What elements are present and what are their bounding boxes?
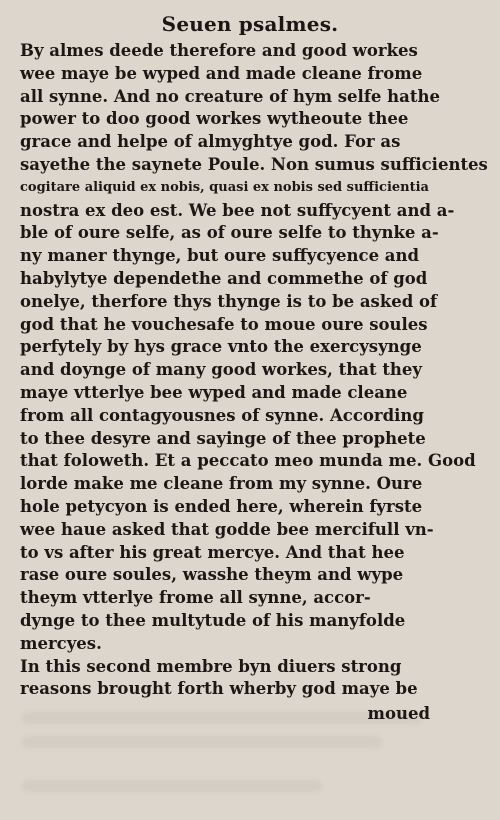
- text-line: mercyes.: [20, 633, 102, 653]
- text-line: sayethe the saynete Poule. Non sumus sufficientes: [20, 154, 488, 174]
- running-head: Seuen psalmes.: [161, 12, 339, 36]
- text-line: lorde make me cleane from my synne. Oure: [20, 474, 423, 494]
- text-line: that foloweth. Et a peccato meo munda me. Good: [20, 451, 476, 471]
- text-line: grace and helpe of almyghtye god. For as: [20, 132, 401, 152]
- text-line: from all contagyousnes of synne. According: [20, 405, 424, 425]
- text-line: nostra ex deo est. We bee not suffycyent and a-: [20, 200, 455, 220]
- show-through-shadow: [22, 736, 382, 748]
- text-line: to vs after his great mercye. And that hee: [20, 542, 405, 562]
- text-line: maye vtterlye bee wyped and made cleane: [20, 382, 408, 402]
- text-line: and doynge of many good workes, that they: [20, 360, 423, 380]
- text-line: By almes deede therefore and good workes: [20, 41, 418, 60]
- text-line: In this second membre byn diuers strong: [20, 656, 402, 676]
- text-line: perfytely by hys grace vnto the exercysynge: [20, 337, 422, 357]
- text-line-latin: cogitare aliquid ex nobis, quasi ex nobis sed sufficientia: [20, 179, 429, 195]
- text-block: [20, 40, 488, 701]
- text-line: all synne. And no creature of hym selfe hathe: [20, 86, 440, 106]
- text-line: onelye, therfore thys thynge is to be asked of: [20, 291, 438, 311]
- text-line: ny maner thynge, but oure suffycyence and: [20, 246, 420, 266]
- catchword: moued: [367, 704, 430, 723]
- text-line: theym vtterlye frome all synne, accor-: [20, 588, 371, 608]
- text-line: reasons brought forth wherby god maye be: [20, 679, 418, 699]
- text-line: hole petycyon is ended here, wherein fyrste: [20, 496, 423, 516]
- show-through-shadow: [22, 712, 422, 724]
- show-through-shadow: [22, 780, 322, 792]
- text-line: power to doo good workes wytheoute thee: [20, 109, 409, 129]
- text-line: god that he vouchesafe to moue oure soules: [20, 314, 428, 334]
- text-line: dynge to thee multytude of his manyfolde: [20, 610, 406, 630]
- text-line: wee haue asked that godde bee mercifull vn-: [20, 519, 434, 539]
- text-line: habylytye dependethe and commethe of god: [20, 268, 428, 288]
- text-line: wee maye be wyped and made cleane frome: [20, 63, 423, 83]
- text-line: rase oure soules, wasshe theym and wype: [20, 565, 404, 585]
- text-line: to thee desyre and sayinge of thee prophete: [20, 428, 426, 448]
- text-line: ble of oure selfe, as of oure selfe to thynke a-: [20, 223, 439, 243]
